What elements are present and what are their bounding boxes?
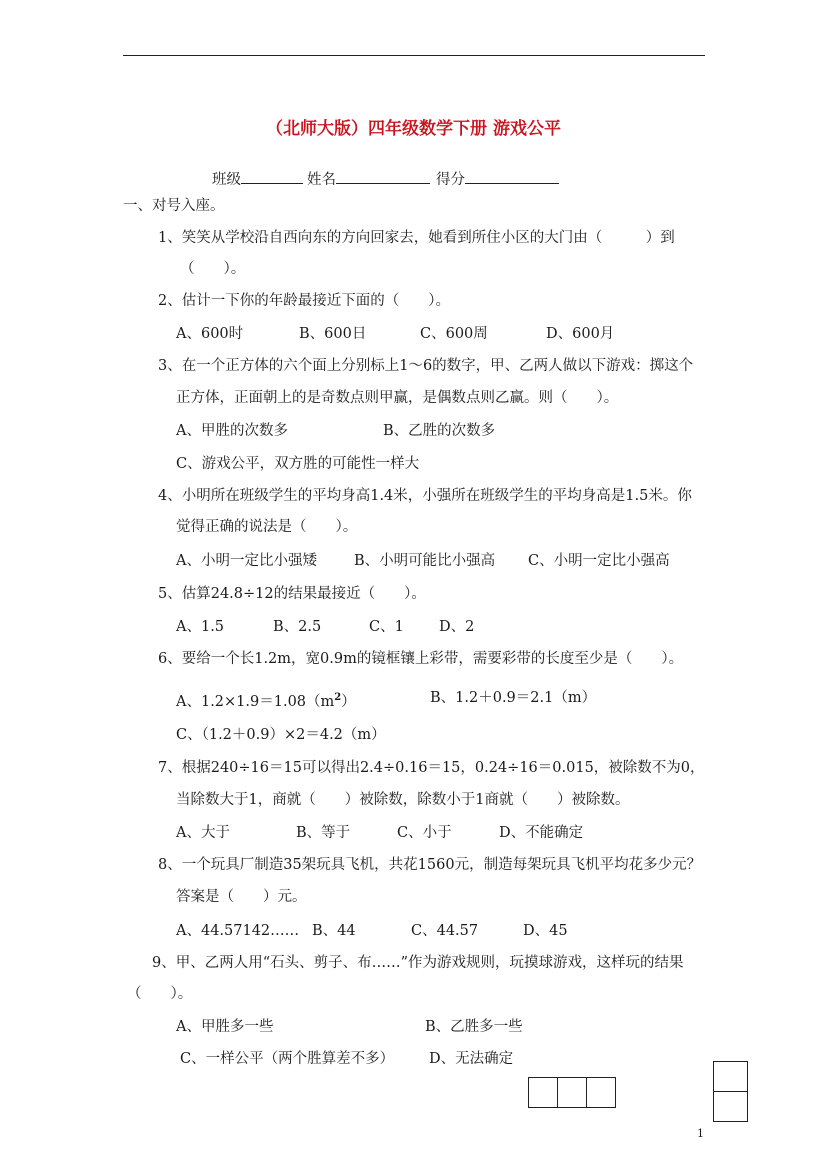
question-7-option-d: D、不能确定 [499, 825, 584, 841]
question-6-option-a-close: ） [341, 693, 356, 710]
question-1-line-1: 1、笑笑从学校沿自西向东的方向回家去，她看到所住小区的大门由（ ）到 [158, 230, 675, 246]
question-8-option-d: D、45 [523, 923, 568, 939]
question-3-option-c: C、游戏公平，双方胜的可能性一样大 [176, 456, 420, 472]
question-2-option-c: C、600周 [420, 326, 488, 342]
question-7-option-a: A、大于 [176, 825, 230, 841]
question-9-option-a: A、甲胜多一些 [176, 1019, 274, 1035]
question-5-line-1: 5、估算24.8÷12的结果最接近（ ）。 [158, 586, 426, 602]
question-3-line-1: 3、在一个正方体的六个面上分别标上1～6的数字，甲、乙两人做以下游戏：掷这个 [158, 358, 694, 374]
student-info-row [212, 168, 563, 189]
page-title: （北师大版）四年级数学下册 游戏公平 [266, 119, 561, 139]
name-label: 姓名 [307, 172, 336, 188]
question-8-option-a: A、44.57142…… [176, 923, 300, 939]
question-4-line-2: 觉得正确的说法是（ ）。 [176, 519, 358, 535]
question-4-option-b: B、小明可能比小强高 [354, 553, 496, 569]
question-7-line-2: 当除数大于1，商就（ ）被除数，除数小于1商就（ ）被除数。 [176, 792, 630, 808]
answer-box[interactable] [714, 1062, 748, 1092]
question-9-option-b: B、乙胜多一些 [425, 1019, 523, 1035]
answer-box[interactable] [558, 1078, 587, 1108]
question-7-option-b: B、等于 [296, 825, 351, 841]
class-blank[interactable] [241, 168, 303, 184]
question-4-line-1: 4、小明所在班级学生的平均身高1.4米，小强所在班级学生的平均身高是1.5米。你 [158, 488, 692, 504]
answer-boxes-column [713, 1061, 748, 1122]
question-8-line-1: 8、一个玩具厂制造35架玩具飞机，共花1560元，制造每架玩具飞机平均花多少元？ [158, 857, 702, 873]
name-blank[interactable] [336, 168, 430, 184]
header-rule [123, 55, 705, 56]
score-blank[interactable] [465, 168, 559, 184]
question-6-option-c: C、（1.2＋0.9）×2＝4.2（m） [176, 727, 386, 743]
question-5-option-c: C、1 [369, 619, 404, 635]
question-6-line-1: 6、要给一个长1.2m，宽0.9m的镜框镶上彩带，需要彩带的长度至少是（ ）。 [158, 651, 684, 667]
question-9-option-d: D、无法确定 [429, 1051, 514, 1067]
question-4-option-c: C、小明一定比小强高 [528, 553, 670, 569]
question-8-option-c: C、44.57 [411, 923, 479, 939]
question-8-option-b: B、44 [312, 923, 356, 939]
question-7-line-1: 7、根据240÷16＝15可以得出2.4÷0.16＝15，0.24÷16＝0.015，被除数不为0， [158, 760, 705, 776]
question-3-line-2: 正方体，正面朝上的是奇数点则甲赢，是偶数点则乙赢。则（ ）。 [176, 390, 619, 406]
question-6-option-b: B、1.2＋0.9＝2.1（m） [430, 690, 597, 706]
question-5-option-a: A、1.5 [176, 619, 225, 635]
question-3-option-a: A、甲胜的次数多 [176, 423, 288, 439]
answer-box[interactable] [529, 1078, 558, 1108]
superscript-2: 2 [334, 692, 342, 703]
question-2-option-d: D、600月 [546, 326, 615, 342]
question-8-line-2: 答案是（ ）元。 [176, 889, 307, 905]
question-1-line-2: （ ）。 [180, 261, 246, 277]
class-label: 班级 [212, 172, 241, 188]
question-7-option-c: C、小于 [397, 825, 452, 841]
question-2-option-a: A、600时 [176, 326, 244, 342]
question-5-option-b: B、2.5 [273, 619, 322, 635]
score-label: 得分 [436, 172, 465, 188]
question-5-option-d: D、2 [439, 619, 475, 635]
question-9-line-2: （ ）。 [127, 986, 193, 1002]
question-6-option-a [176, 689, 356, 711]
question-3-option-b: B、乙胜的次数多 [383, 423, 496, 439]
question-2-line-1: 2、估计一下你的年龄最接近下面的（ ）。 [158, 293, 450, 309]
question-9-option-c: C、一样公平（两个胜算差不多） [180, 1051, 395, 1067]
question-2-option-b: B、600日 [299, 326, 367, 342]
answer-box[interactable] [714, 1092, 748, 1122]
question-9-line-1: 9、甲、乙两人用“石头、剪子、布……”作为游戏规则，玩摸球游戏，这样玩的结果 [152, 955, 684, 971]
question-4-option-a: A、小明一定比小强矮 [176, 553, 317, 569]
answer-box[interactable] [587, 1078, 616, 1108]
section-heading: 一、对号入座。 [123, 198, 225, 214]
answer-boxes-row [528, 1077, 616, 1108]
page-number: 1 [697, 1127, 704, 1140]
question-6-option-a-text: A、1.2×1.9＝1.08（m [176, 693, 335, 710]
